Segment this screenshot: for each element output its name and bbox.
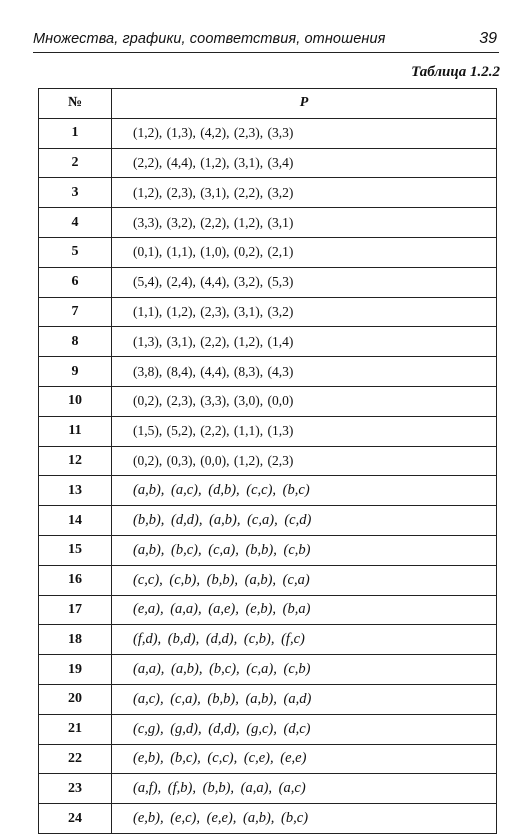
row-number: 24 bbox=[39, 804, 112, 834]
table-row bbox=[39, 416, 497, 446]
row-pairs: (a,a), (a,b), (b,c), (c,a), (c,b) bbox=[112, 655, 497, 685]
row-number: 5 bbox=[39, 237, 112, 267]
row-number: 15 bbox=[39, 535, 112, 565]
row-pairs: (1,2), (1,3), (4,2), (2,3), (3,3) bbox=[112, 118, 497, 148]
row-pairs: (e,b), (e,c), (e,e), (a,b), (b,c) bbox=[112, 804, 497, 834]
row-pairs: (1,1), (1,2), (2,3), (3,1), (3,2) bbox=[112, 297, 497, 327]
row-number: 2 bbox=[39, 148, 112, 178]
table-row bbox=[39, 565, 497, 595]
table-body bbox=[39, 118, 497, 833]
row-number: 11 bbox=[39, 416, 112, 446]
row-pairs: (2,2), (4,4), (1,2), (3,1), (3,4) bbox=[112, 148, 497, 178]
row-pairs: (1,3), (3,1), (2,2), (1,2), (1,4) bbox=[112, 327, 497, 357]
table-row bbox=[39, 148, 497, 178]
table-row bbox=[39, 267, 497, 297]
table-row bbox=[39, 386, 497, 416]
row-pairs: (a,b), (b,c), (c,a), (b,b), (c,b) bbox=[112, 535, 497, 565]
row-pairs: (a,b), (a,c), (d,b), (c,c), (b,c) bbox=[112, 476, 497, 506]
row-number: 23 bbox=[39, 774, 112, 804]
table-row bbox=[39, 714, 497, 744]
row-number: 20 bbox=[39, 684, 112, 714]
row-pairs: (a,c), (c,a), (b,b), (a,b), (a,d) bbox=[112, 684, 497, 714]
row-pairs: (5,4), (2,4), (4,4), (3,2), (5,3) bbox=[112, 267, 497, 297]
table-row bbox=[39, 237, 497, 267]
table-row bbox=[39, 655, 497, 685]
row-number: 8 bbox=[39, 327, 112, 357]
relations-table bbox=[38, 88, 497, 834]
row-number: 9 bbox=[39, 357, 112, 387]
row-number: 17 bbox=[39, 595, 112, 625]
row-number: 13 bbox=[39, 476, 112, 506]
header-number: № bbox=[39, 89, 112, 119]
row-number: 21 bbox=[39, 714, 112, 744]
table-header-row bbox=[39, 89, 497, 119]
table-row bbox=[39, 625, 497, 655]
row-number: 4 bbox=[39, 208, 112, 238]
row-pairs: (f,d), (b,d), (d,d), (c,b), (f,c) bbox=[112, 625, 497, 655]
table-row bbox=[39, 327, 497, 357]
table-row bbox=[39, 595, 497, 625]
row-number: 10 bbox=[39, 386, 112, 416]
table-row bbox=[39, 178, 497, 208]
running-head bbox=[33, 28, 499, 53]
row-number: 1 bbox=[39, 118, 112, 148]
table-row bbox=[39, 535, 497, 565]
table-row bbox=[39, 476, 497, 506]
row-pairs: (e,a), (a,a), (a,e), (e,b), (b,a) bbox=[112, 595, 497, 625]
table-row bbox=[39, 208, 497, 238]
row-number: 3 bbox=[39, 178, 112, 208]
row-pairs: (0,1), (1,1), (1,0), (0,2), (2,1) bbox=[112, 237, 497, 267]
table-row bbox=[39, 357, 497, 387]
row-pairs: (c,g), (g,d), (d,d), (g,c), (d,c) bbox=[112, 714, 497, 744]
row-number: 19 bbox=[39, 655, 112, 685]
row-number: 6 bbox=[39, 267, 112, 297]
row-pairs: (c,c), (c,b), (b,b), (a,b), (c,a) bbox=[112, 565, 497, 595]
header-p: P bbox=[112, 89, 497, 119]
row-pairs: (1,5), (5,2), (2,2), (1,1), (1,3) bbox=[112, 416, 497, 446]
table-row bbox=[39, 684, 497, 714]
row-number: 14 bbox=[39, 506, 112, 536]
row-number: 22 bbox=[39, 744, 112, 774]
row-number: 12 bbox=[39, 446, 112, 476]
page-number: 39 bbox=[479, 30, 497, 47]
row-pairs: (a,f), (f,b), (b,b), (a,a), (a,c) bbox=[112, 774, 497, 804]
chapter-title: Множества, графики, соответствия, отношения bbox=[33, 31, 386, 47]
table-row bbox=[39, 118, 497, 148]
row-pairs: (e,b), (b,c), (c,c), (c,e), (e,e) bbox=[112, 744, 497, 774]
row-number: 16 bbox=[39, 565, 112, 595]
table-row bbox=[39, 744, 497, 774]
table-caption: Таблица 1.2.2 bbox=[411, 64, 500, 80]
row-pairs: (3,8), (8,4), (4,4), (8,3), (4,3) bbox=[112, 357, 497, 387]
row-pairs: (b,b), (d,d), (a,b), (c,a), (c,d) bbox=[112, 506, 497, 536]
table-row bbox=[39, 297, 497, 327]
row-pairs: (1,2), (2,3), (3,1), (2,2), (3,2) bbox=[112, 178, 497, 208]
table-row bbox=[39, 446, 497, 476]
table-row bbox=[39, 804, 497, 834]
table-row bbox=[39, 774, 497, 804]
row-number: 18 bbox=[39, 625, 112, 655]
row-number: 7 bbox=[39, 297, 112, 327]
table-row bbox=[39, 506, 497, 536]
row-pairs: (0,2), (2,3), (3,3), (3,0), (0,0) bbox=[112, 386, 497, 416]
row-pairs: (0,2), (0,3), (0,0), (1,2), (2,3) bbox=[112, 446, 497, 476]
row-pairs: (3,3), (3,2), (2,2), (1,2), (3,1) bbox=[112, 208, 497, 238]
